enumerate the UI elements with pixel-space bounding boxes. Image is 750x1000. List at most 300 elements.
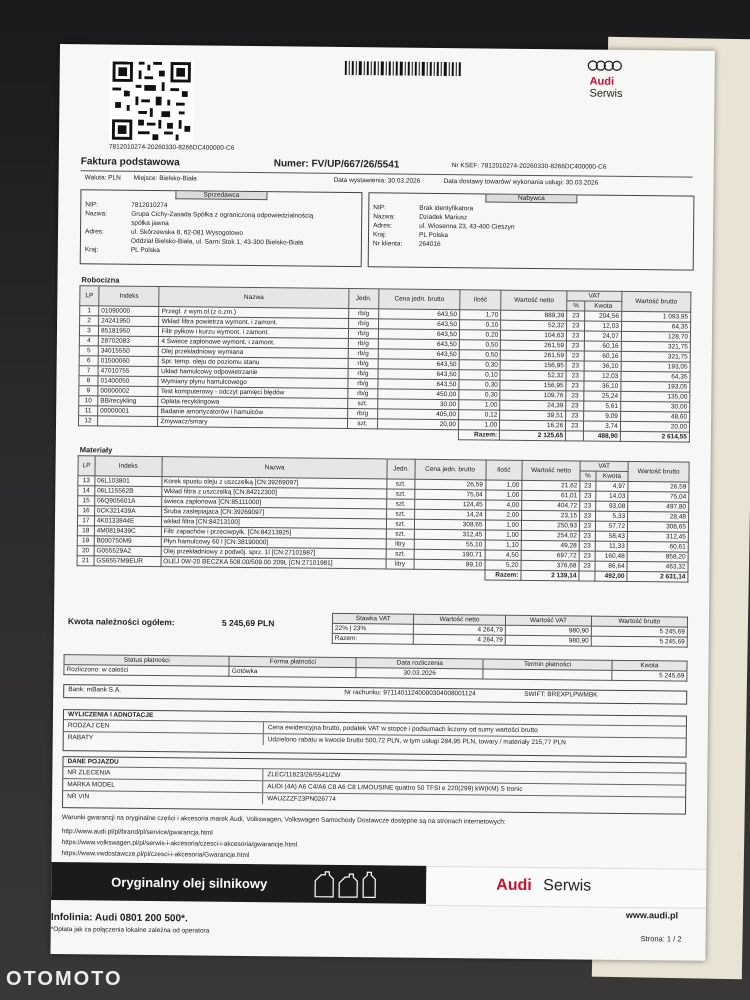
table-cell: 23 [579, 521, 595, 531]
table-cell: 13 [78, 476, 95, 486]
table-cell: 12,03 [585, 321, 622, 331]
table-cell: 06L103801 [95, 476, 162, 487]
table-cell: 450,00 [378, 389, 459, 400]
vat-summary-cell: 4 264,79 [414, 624, 506, 635]
issue-date: Data wystawienia: 30.03.2026 [333, 176, 421, 185]
table-cell: 376,68 [521, 560, 579, 571]
table-cell: rb/g [348, 319, 379, 329]
table-cell: 7 [79, 366, 98, 376]
table-cell: 104,63 [501, 330, 567, 341]
table-cell: 0,30 [459, 390, 500, 400]
table-cell: 193,05 [621, 361, 690, 372]
table-cell: 12 [79, 416, 98, 426]
buyer-row [373, 239, 689, 251]
table-cell: 75,04 [414, 489, 485, 500]
table-cell: 93,08 [595, 501, 627, 511]
table-cell: 06L115562B [95, 486, 162, 497]
table-cell: 17 [77, 516, 94, 526]
table-cell: Opłata recyklingowa [158, 397, 347, 409]
payment-cell: 5 245,69 [612, 670, 687, 681]
table-cell: 3,74 [584, 421, 621, 431]
buyer-row-value: Dziadek Mariusz [419, 213, 468, 222]
table-cell: 4,50 [485, 550, 522, 560]
table-cell: 48,60 [620, 411, 689, 422]
table-header [78, 456, 689, 472]
table-cell: szt. [387, 499, 414, 509]
table-cell: Test komputerowy - odczyt pamięci błędów [158, 387, 347, 399]
table-cell: Wkład filtra powietrza wymont. i zamont. [159, 317, 348, 329]
table-cell: szt. [387, 529, 414, 539]
table-cell: 0CK321439A [94, 506, 161, 517]
table-cell: 156,95 [500, 360, 566, 371]
table-cell: 156,95 [500, 380, 566, 391]
calc-box [63, 709, 687, 758]
sum-vat: 492,00 [595, 571, 627, 581]
seller-row-value: spółka jawna [131, 219, 169, 228]
payment-cell: Rozliczono: w całości [64, 665, 229, 677]
table-cell: 1,00 [459, 400, 500, 410]
column-header-unit: Jedn. [348, 289, 379, 309]
payment-cell [483, 669, 612, 680]
vat-summary-cell: Wartość VAT [505, 615, 591, 626]
table-cell: 47010755 [98, 366, 159, 377]
table-cell: 19 [77, 536, 94, 546]
table-cell: 1 093,95 [621, 311, 690, 322]
table-cell: 4 Świece zapłonowe wymont. i zamont. [159, 337, 348, 349]
seller-row-value: Grupa Cichy-Zasada Spółka z ograniczoną odpowiedzialnością [131, 210, 314, 220]
column-header-name: Nazwa [159, 287, 348, 309]
table-cell: 61,01 [522, 490, 580, 501]
table-cell: 28,48 [628, 511, 689, 522]
table-cell: 0,50 [459, 350, 500, 360]
seller-title: Sprzedawca [175, 191, 267, 200]
table-cell: 24,39 [500, 400, 566, 411]
table-cell: 6 [79, 356, 98, 366]
payment-table [63, 654, 687, 682]
table-cell: 2 [80, 316, 99, 326]
buyer-row-label: Adres: [373, 222, 392, 230]
table-cell [98, 416, 159, 427]
column-header-net: Wartość netto [522, 460, 580, 481]
table-cell: rb/g [347, 409, 378, 419]
table-cell: 12,03 [584, 371, 621, 381]
table-cell: 23 [579, 561, 595, 571]
hotline: Infolinia: Audi 0801 200 500*. [50, 911, 188, 925]
table-cell: 15 [78, 496, 95, 506]
sum-vat: 488,90 [584, 431, 621, 441]
ksef-number: Nr KSEF: 7812010274-20260330-8266DC400000-C6 [451, 162, 607, 171]
table-cell: 20 [77, 546, 94, 556]
table-cell: 254,02 [521, 530, 579, 541]
table-cell: 21 [77, 556, 94, 566]
table-cell: 23 [567, 331, 585, 341]
table-cell: 889,39 [501, 310, 567, 321]
column-header-lp: LP [80, 286, 99, 306]
table-cell: Olej przekładniowy wymiana [159, 347, 348, 359]
table-cell: BB/recykling [98, 396, 159, 407]
table-cell: 190,71 [414, 549, 485, 560]
table-cell: GS6557M9EUR [94, 556, 161, 567]
materials-table [76, 455, 689, 582]
table-cell: 58,43 [595, 531, 627, 541]
table-cell: 21,62 [522, 480, 580, 491]
table-cell: 23 [580, 481, 596, 491]
table-cell: Wkład filtra z uszczelką [CN:84212300] [161, 487, 387, 499]
banner-brand-sub: Serwis [543, 877, 592, 895]
bank-swift: SWIFT: BREXPLPWMBK [524, 690, 598, 699]
vat-summary-cell: 5 245,69 [591, 626, 687, 637]
table-cell: 312,45 [627, 531, 688, 542]
table-cell: 01500060 [98, 356, 159, 367]
table-cell: litry [387, 539, 414, 549]
column-header-gross: Wartość brutto [622, 291, 691, 312]
table-cell: 57,72 [595, 521, 627, 531]
table-cell: 36,10 [584, 381, 621, 391]
table-cell: Badanie amortyzatorów i hamulców [158, 407, 347, 419]
table-cell: 52,32 [500, 370, 566, 381]
table-cell: 1,00 [485, 530, 522, 540]
table-cell: 0,50 [459, 340, 500, 350]
table-cell: 312,45 [414, 529, 485, 540]
labor-title: Robocizna [81, 275, 120, 285]
otomoto-watermark: OTOMOTO [6, 968, 123, 990]
table-cell: 250,93 [521, 520, 579, 531]
vehicle-box [62, 756, 687, 815]
table-cell: Spr. temp. oleju do poziomu stanu [159, 357, 348, 369]
table-cell: rb/g [348, 359, 379, 369]
table-cell: 5,20 [485, 560, 522, 570]
seller-box [80, 189, 363, 267]
oil-banner [51, 862, 706, 907]
brand-name: Audi [589, 75, 615, 88]
bank-row [63, 684, 687, 705]
table-cell: rb/g [348, 349, 379, 359]
labor-table [78, 285, 692, 442]
table-cell: 643,50 [379, 329, 460, 340]
table-cell: 1,00 [485, 480, 522, 490]
table-cell: 858,20 [627, 551, 688, 562]
table-cell: 497,80 [628, 501, 689, 512]
table-cell: 24241950 [99, 316, 160, 327]
table-cell: 405,00 [378, 409, 459, 420]
vehicle-row-label: NR ZLECENIA [63, 767, 263, 780]
table-cell: 85181950 [98, 326, 159, 337]
table-cell: 23,15 [521, 510, 579, 521]
seller-row [85, 245, 357, 257]
column-header-gross: Wartość brutto [628, 461, 689, 482]
table-cell: Wymiany płynu hamulcowego [158, 377, 347, 389]
column-header-vat-value: Kwota [596, 471, 628, 481]
table-cell: 39,51 [500, 410, 566, 421]
column-header-index: Indeks [95, 456, 162, 477]
table-cell: szt. [387, 479, 414, 489]
vehicle-row-value: WAUZZZF23PN026774 [267, 795, 336, 803]
warranty-link[interactable]: http://www.audi.pl/pl/brand/pl/service/gwarancja.html [61, 828, 213, 837]
seller-row-value: ul. Skórzewska 8, 62-081 Wysogotowo [130, 228, 244, 237]
table-cell: 23 [580, 511, 596, 521]
table-cell: 204,56 [585, 311, 622, 321]
website[interactable]: www.audi.pl [625, 909, 679, 921]
vat-summary-cell: Stawka VAT [332, 613, 413, 624]
payment-header-cell: Status płatności [64, 655, 229, 667]
table-cell: 14,24 [414, 509, 485, 520]
table-cell: 60,16 [585, 341, 622, 351]
table-cell: 23 [566, 381, 584, 391]
table-cell: 0,10 [459, 370, 500, 380]
table-cell: 23 [566, 371, 584, 381]
table-cell: 14 [78, 486, 95, 496]
table-header [80, 286, 691, 302]
column-header-net: Wartość netto [501, 290, 567, 311]
table-cell: 0,10 [459, 320, 500, 330]
table-cell: 55,10 [414, 539, 485, 550]
table-cell: 23 [580, 491, 596, 501]
column-header-price: Cena jedn. brutto [414, 459, 485, 480]
table-cell: OLEJ 0W-20 BECZKA 508.00/509.00 209L [CN:27101981] [161, 557, 387, 569]
table-cell: 28702083 [98, 336, 159, 347]
table-cell: 4,00 [485, 500, 522, 510]
vat-summary-cell: Wartość netto [414, 614, 506, 625]
table-cell: 404,72 [522, 500, 580, 511]
column-header-vat-value: Kwota [585, 301, 622, 311]
table-cell: 34015550 [98, 346, 159, 357]
table-cell: 23 [566, 351, 584, 361]
audi-rings-logo [587, 60, 623, 72]
table-cell: 4,97 [596, 481, 628, 491]
table-cell: 3 [79, 326, 98, 336]
table-cell: 23 [566, 411, 584, 421]
table-cell: 643,50 [379, 339, 460, 350]
table-cell: 697,72 [521, 550, 579, 561]
table-cell: 5 [79, 346, 98, 356]
vat-summary-cell: Razem: [332, 633, 413, 644]
banner-text: Oryginalny olej silnikowy [111, 874, 268, 892]
table-cell: 14,03 [596, 491, 628, 501]
calc-row-label: RODZAJ CEN [64, 720, 264, 733]
table-cell: 10 [79, 396, 98, 406]
table-cell: 26,59 [628, 481, 689, 492]
column-header-price: Cena jedn. brutto [379, 289, 460, 310]
footer-note: *Opłata jak za połączenia lokalne zależna od operatora [50, 925, 210, 935]
table-cell: 86,64 [595, 561, 627, 571]
table-cell: 23 [566, 391, 584, 401]
table-cell: 321,75 [621, 351, 690, 362]
sum-net: 2 139,14 [521, 570, 579, 581]
qr-caption: 7812010274-20260330-8266DC400000-C6 [108, 143, 235, 152]
table-cell: 23 [567, 311, 585, 321]
table-cell: Filtr zapachów i przeciwpyłk. [CN:84213925] [161, 527, 387, 539]
vehicle-row-value: ZLEC/11823/26/5541/ZW [267, 771, 341, 779]
table-cell: 0,12 [458, 410, 499, 420]
table-cell: 193,05 [621, 381, 690, 392]
table-cell: 160,48 [595, 551, 627, 561]
table-cell: 23 [566, 421, 584, 431]
buyer-row-value: ul. Wiosenna 23, 43-400 Cieszyn [419, 222, 515, 231]
table-cell: 643,50 [378, 379, 459, 390]
table-cell: 64,35 [621, 371, 690, 382]
table-cell: 49,28 [521, 540, 579, 551]
column-header-vat-pct: % [580, 471, 596, 481]
table-cell: 01400050 [98, 376, 159, 387]
total-label: Kwota należności ogółem: [67, 616, 175, 628]
table-cell: 643,50 [379, 319, 460, 330]
table-cell: 308,65 [414, 519, 485, 530]
table-cell: 9,09 [584, 411, 621, 421]
table-cell: 11,33 [595, 541, 627, 551]
table-cell: szt. [387, 489, 414, 499]
calc-row-value: Cena ewidencyjna brutto, podatek VAT w stopce i podsumach liczony od sumy wartości brutto [267, 724, 538, 735]
vehicle-row-label: MARKA MODEL [63, 779, 263, 792]
table-cell: 18 [77, 526, 94, 536]
buyer-row-label: Kraj: [372, 231, 387, 239]
table-cell: rb/g [348, 369, 379, 379]
table-cell: 23 [567, 321, 585, 331]
calc-title: WYLICZENIA I ADNOTACJE [67, 711, 154, 720]
bank-name: Bank: mBank S.A. [68, 686, 122, 694]
qr-code [109, 59, 194, 144]
vat-summary-cell: 980,90 [505, 625, 591, 636]
table-cell: 25,24 [584, 391, 621, 401]
seller-row-value: Oddział Bielsko-Biała, ul. Sarni Stok 1, 43-300 Bielsko-Biała [130, 237, 304, 247]
table-cell: 1,70 [460, 310, 501, 320]
table-cell: 16 [78, 506, 95, 516]
warranty-link[interactable]: https://www.volkswagen.pl/pl/serwis-i-akcesoria/czesci-i-akcesoria/gwarancje.html [61, 839, 298, 849]
payment-header-cell: Kwota [612, 660, 687, 671]
table-cell: 89,10 [414, 559, 485, 570]
vat-summary-cell: 4 264,79 [414, 634, 506, 645]
table-cell: 643,50 [379, 309, 460, 320]
table-cell: rb/g [348, 339, 379, 349]
table-cell: Olej przekładniowy z podwój. sprz. 1l [CN:27101987] [161, 547, 387, 559]
table-cell: 52,32 [501, 320, 567, 331]
table-cell: 06Q905601A [94, 496, 161, 507]
seller-row-label: Adres: [84, 228, 104, 236]
table-cell: G055529A2 [94, 546, 161, 557]
table-cell: 8 [79, 376, 98, 386]
sum-label: Razem: [458, 430, 499, 440]
column-header-name: Nazwa [162, 457, 388, 479]
table-cell: Filtr pyłkow i kurzu wymont. i zamont. [159, 327, 348, 339]
table-cell: 00000002 [98, 386, 159, 397]
calc-row-value: Udzielono rabatu w kwocie brutto 500,72 PLN, w tym usługi 284,95 PLN, towary / materiały 215,77 PLN [267, 736, 566, 747]
table-cell: 1 [80, 306, 99, 316]
table-cell: 321,75 [621, 341, 690, 352]
table-cell: 261,59 [500, 350, 566, 361]
buyer-row-label: Nr klienta: [372, 240, 403, 248]
table-cell: rb/g [347, 379, 378, 389]
warranty-link[interactable]: https://www.vwdostawcze.pl/pl/czesci-i-akcesoria/Gwarancje.html [61, 850, 250, 860]
table-cell: 64,35 [621, 321, 690, 332]
table-cell: 0,20 [459, 330, 500, 340]
column-header-vat: VAT [567, 291, 622, 302]
table-cell: Płyn hamulcowy 60 l [CN:38190000] [161, 537, 387, 549]
column-header-lp: LP [78, 456, 95, 476]
buyer-row-value: 264016 [418, 240, 441, 248]
payment-header-cell: Termin płatności [483, 659, 612, 670]
vat-summary-cell: 980,90 [505, 635, 591, 646]
table-cell: litry [386, 559, 413, 569]
table-cell: 26,59 [414, 479, 485, 490]
place: Miejsce: Bielsko-Biała [133, 174, 197, 183]
table-cell: 9 [79, 386, 98, 396]
table-cell: Przegl. z wym.ol.(z o.zm.) [159, 307, 348, 319]
page-number: Strona: 1 / 2 [640, 934, 682, 944]
table-cell: B000750M9 [94, 536, 161, 547]
currency: Waluta: PLN [84, 174, 121, 182]
table-cell: 643,50 [378, 359, 459, 370]
table-cell: rb/g [348, 309, 379, 319]
sum-net: 2 125,65 [500, 430, 566, 441]
table-cell: rb/g [347, 389, 378, 399]
table-cell: 23 [579, 531, 595, 541]
table-cell: szt. [347, 419, 378, 429]
table-cell: 1,00 [458, 420, 499, 430]
table-cell: 5,33 [595, 511, 627, 521]
payment-cell: 30.03.2026 [356, 668, 483, 679]
seller-row-label [85, 236, 131, 245]
table-cell: 4M0819439C [94, 526, 161, 537]
vehicle-row-label: NR VIN [63, 791, 263, 804]
sum-gross: 2 631,14 [627, 571, 688, 582]
table-cell: 23 [566, 401, 584, 411]
table-cell: 60,61 [627, 541, 688, 552]
warranty-intro: Warunki gwarancji na oryginalne części i akcesoria marek Audi, Volkswagen, Volkswagen Samochody Dostawcze dostępne są na stronach internetowych: [61, 814, 506, 826]
barcode [345, 61, 465, 76]
table-cell: 30,00 [620, 401, 689, 412]
table-cell: szt. [387, 519, 414, 529]
table-cell: rb/g [348, 329, 379, 339]
seller-row-label: Nazwa: [85, 210, 107, 218]
table-cell: 643,50 [378, 369, 459, 380]
vat-summary-cell: 5 245,69 [591, 636, 687, 647]
buyer-row-label: NIP: [373, 204, 386, 212]
invoice-number: Numer: FV/UP/667/26/5541 [273, 158, 400, 171]
oil-bottle-icon [309, 869, 379, 900]
vehicle-title: DANE POJAZDU [67, 758, 119, 766]
seller-row-value: 7812010274 [131, 201, 168, 210]
seller-row-label [85, 218, 131, 227]
payment-header-cell: Forma płatności [229, 656, 356, 667]
seller-row-value: PL Polska [130, 246, 160, 255]
table-cell: 23 [567, 341, 585, 351]
buyer-row-value: PL Polska [418, 231, 449, 240]
table-cell: 643,50 [378, 349, 459, 360]
delivery-date: Data dostawy towarów/ wykonania usługi: 30.03.2026 [443, 178, 599, 187]
table-cell: 24,07 [585, 331, 622, 341]
calc-row-label: RABATY [64, 732, 264, 745]
payment-header-cell: Data rozliczenia [356, 658, 483, 669]
table-cell: 00000001 [98, 406, 159, 417]
table-cell: Układ hamulcowy odpowietrzanie [159, 367, 348, 379]
table-cell: 308,65 [627, 521, 688, 532]
materials-title: Materiały [79, 445, 113, 455]
table-cell: 16,26 [500, 420, 566, 431]
table-cell: 0,30 [459, 360, 500, 370]
table-cell: 23 [580, 501, 596, 511]
table-cell: 23 [579, 551, 595, 561]
table-cell: 1,00 [485, 490, 522, 500]
table-cell: Zmywacz/smary [158, 417, 347, 429]
column-header-unit: Jedn. [387, 459, 414, 479]
bank-account: Nr rachunku: 97114011240000304008001124 [344, 689, 476, 698]
banner-brand: Audi [496, 876, 532, 894]
table-cell: 60,16 [584, 351, 621, 361]
sum-gross: 2 614,55 [620, 431, 689, 442]
buyer-box [368, 192, 695, 270]
table-cell: 01090000 [99, 306, 160, 317]
table-cell: Korek spustu oleju z uszczelką [CN:39269097] [161, 477, 387, 489]
column-header-qty: Ilość [485, 460, 522, 480]
